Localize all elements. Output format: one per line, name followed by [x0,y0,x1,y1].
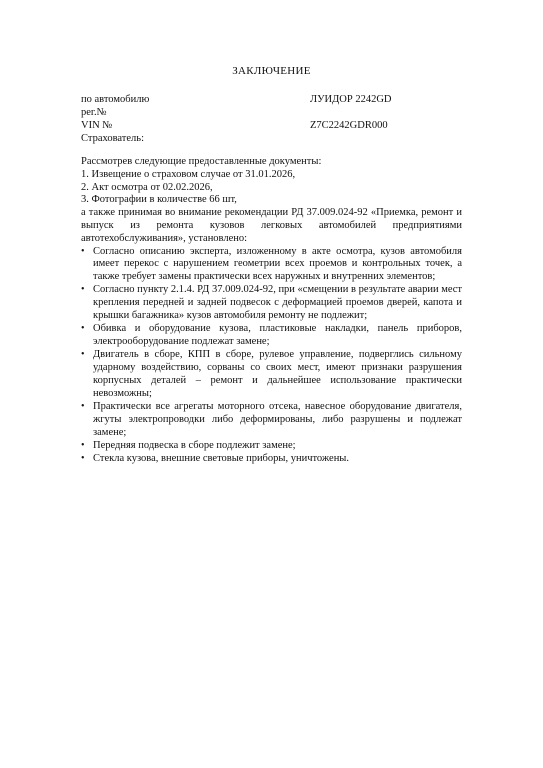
finding-item [81,284,462,322]
bullet-dot-icon: • [81,453,85,465]
meta-value-vehicle: ЛУИДОР 2242GD [310,94,392,105]
bullet-dot-icon: • [81,323,85,335]
document-item: 1. Извещение о страховом случае от 31.01.2026, [81,168,296,180]
finding-text: Двигатель в сборе, КПП в сборе, рулевое управление, подверглись сильному ударному воздействию, сорваны со своих мест, имеют признаки разрушения корпусных деталей – ремонт и дальнейшее использование практически невозможны; [93,349,462,399]
findings-list [81,246,462,467]
finding-item [81,401,462,439]
bullet-dot-icon: • [81,440,85,452]
bullet-dot-icon: • [81,284,85,296]
finding-item [81,453,462,466]
meta-label-vehicle: по автомобилю [81,94,150,105]
finding-text: Согласно описанию эксперта, изложенному в акте осмотра, кузов автомобиля имеет перекос с нарушением геометрии всех проемов и контрольных точек, а также требует замены практически всех наружных и внутренних элементов; [93,245,462,283]
bullet-dot-icon: • [81,349,85,361]
finding-text: Обивка и оборудование кузова, пластиковые накладки, панель приборов, электрооборудование подлежат замене; [93,323,462,348]
considering-text: а также принимая во внимание рекомендации РД 37.009.024-92 «Приемка, ремонт и выпуск из ремонта кузовов легковых автомобилей предприятиями автотехобслуживания», установлено: [81,207,462,244]
document-body [81,156,462,467]
document-title: ЗАКЛЮЧЕНИЕ [232,65,311,77]
meta-label-vin: VIN № [81,120,113,131]
documents-list [81,169,462,207]
bullet-dot-icon: • [81,245,85,257]
meta-label-insured: Страхователь: [81,133,144,144]
document-item: 2. Акт осмотра от 02.02.2026, [81,181,213,193]
meta-label-reg: рег.№ [81,107,107,118]
intro-text: Рассмотрев следующие предоставленные документы: [81,156,322,167]
finding-item [81,323,462,349]
meta-value-vin: Z7C2242GDR000 [310,120,388,131]
finding-text: Согласно пункту 2.1.4. РД 37.009.024-92, при «смещении в результате аварии мест крепления передней и задней подвесок с деформацией проемов дверей, капота и крышки багажника» кузов автомобиля ремонту не подлежит; [93,284,463,322]
bullet-dot-icon: • [81,401,85,413]
finding-text: Стекла кузова, внешние световые приборы, уничтожены. [93,453,349,465]
finding-item [81,349,462,400]
finding-text: Передняя подвеска в сборе подлежит замене; [93,440,296,452]
finding-item [81,440,462,453]
finding-item [81,246,462,284]
document-item: 3. Фотографии в количестве 66 шт, [81,194,237,206]
finding-text: Практически все агрегаты моторного отсека, навесное оборудование двигателя, жгуты электропроводки либо деформированы, либо разрушены и подлежат замене; [93,401,462,438]
